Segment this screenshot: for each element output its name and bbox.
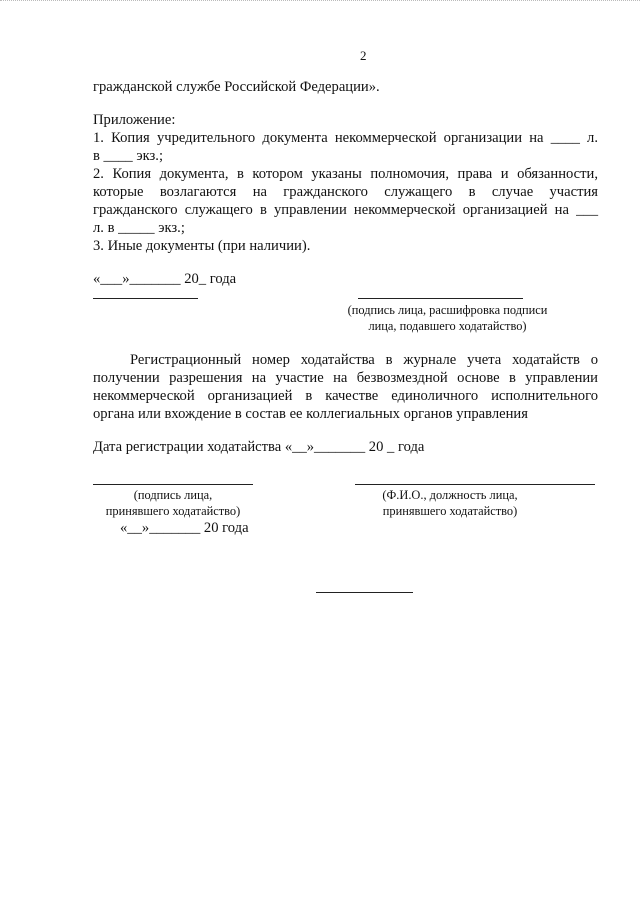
receiver-right-caption-1: (Ф.И.О., должность лица, xyxy=(382,488,518,502)
receiver-date-line: «__»_______ 20 года xyxy=(120,520,249,536)
receiver-right-signature-line xyxy=(355,484,595,485)
attachment-item-1-line-2: в ____ экз.; xyxy=(93,148,164,164)
applicant-signature-caption-1: (подпись лица, расшифровка подписи xyxy=(347,303,548,317)
applicant-left-signature-line xyxy=(93,298,198,299)
attachment-item-3: 3. Иные документы (при наличии). xyxy=(93,238,311,254)
attachment-item-2-line-4: л. в _____ экз.; xyxy=(93,220,185,236)
receiver-left-caption-2: принявшего ходатайство) xyxy=(105,504,241,518)
attachment-item-2-line-2: которые возлагаются на гражданского служащего в случае участия xyxy=(93,184,598,200)
registration-paragraph-line-2: получении разрешения на участие на безвозмездной основе в управлении xyxy=(93,370,598,386)
registration-date-line: Дата регистрации ходатайства «__»_______ 20 _ года xyxy=(93,439,425,455)
applicant-right-signature-line xyxy=(358,298,523,299)
attachment-item-2-line-3: гражданского служащего в управлении некоммерческой организацией на ___ xyxy=(93,202,598,218)
applicant-date-line: «___»_______ 20_ года xyxy=(93,271,237,287)
continuation-line: гражданской службе Российской Федерации». xyxy=(93,79,380,95)
scan-top-edge xyxy=(0,0,640,5)
registration-paragraph-line-4: органа или вхождение в состав ее коллегиальных органов управления xyxy=(93,406,528,422)
receiver-right-caption-2: принявшего ходатайство) xyxy=(382,504,518,518)
attachment-item-2-line-1: 2. Копия документа, в котором указаны полномочия, права и обязанности, xyxy=(93,166,598,182)
page-number: 2 xyxy=(360,48,367,63)
attachments-heading: Приложение: xyxy=(93,112,176,128)
attachment-item-1-line-1: 1. Копия учредительного документа некоммерческой организации на ____ л. xyxy=(93,130,598,146)
applicant-signature-caption-2: лица, подавшего ходатайство) xyxy=(368,319,527,333)
receiver-left-signature-line xyxy=(93,484,253,485)
document-end-rule xyxy=(316,592,413,593)
registration-paragraph-line-3: некоммерческой организацией в качестве единоличного исполнительного xyxy=(93,388,598,404)
receiver-left-caption-1: (подпись лица, xyxy=(133,488,213,502)
registration-paragraph-line-1: Регистрационный номер ходатайства в журнале учета ходатайств о xyxy=(130,352,598,368)
